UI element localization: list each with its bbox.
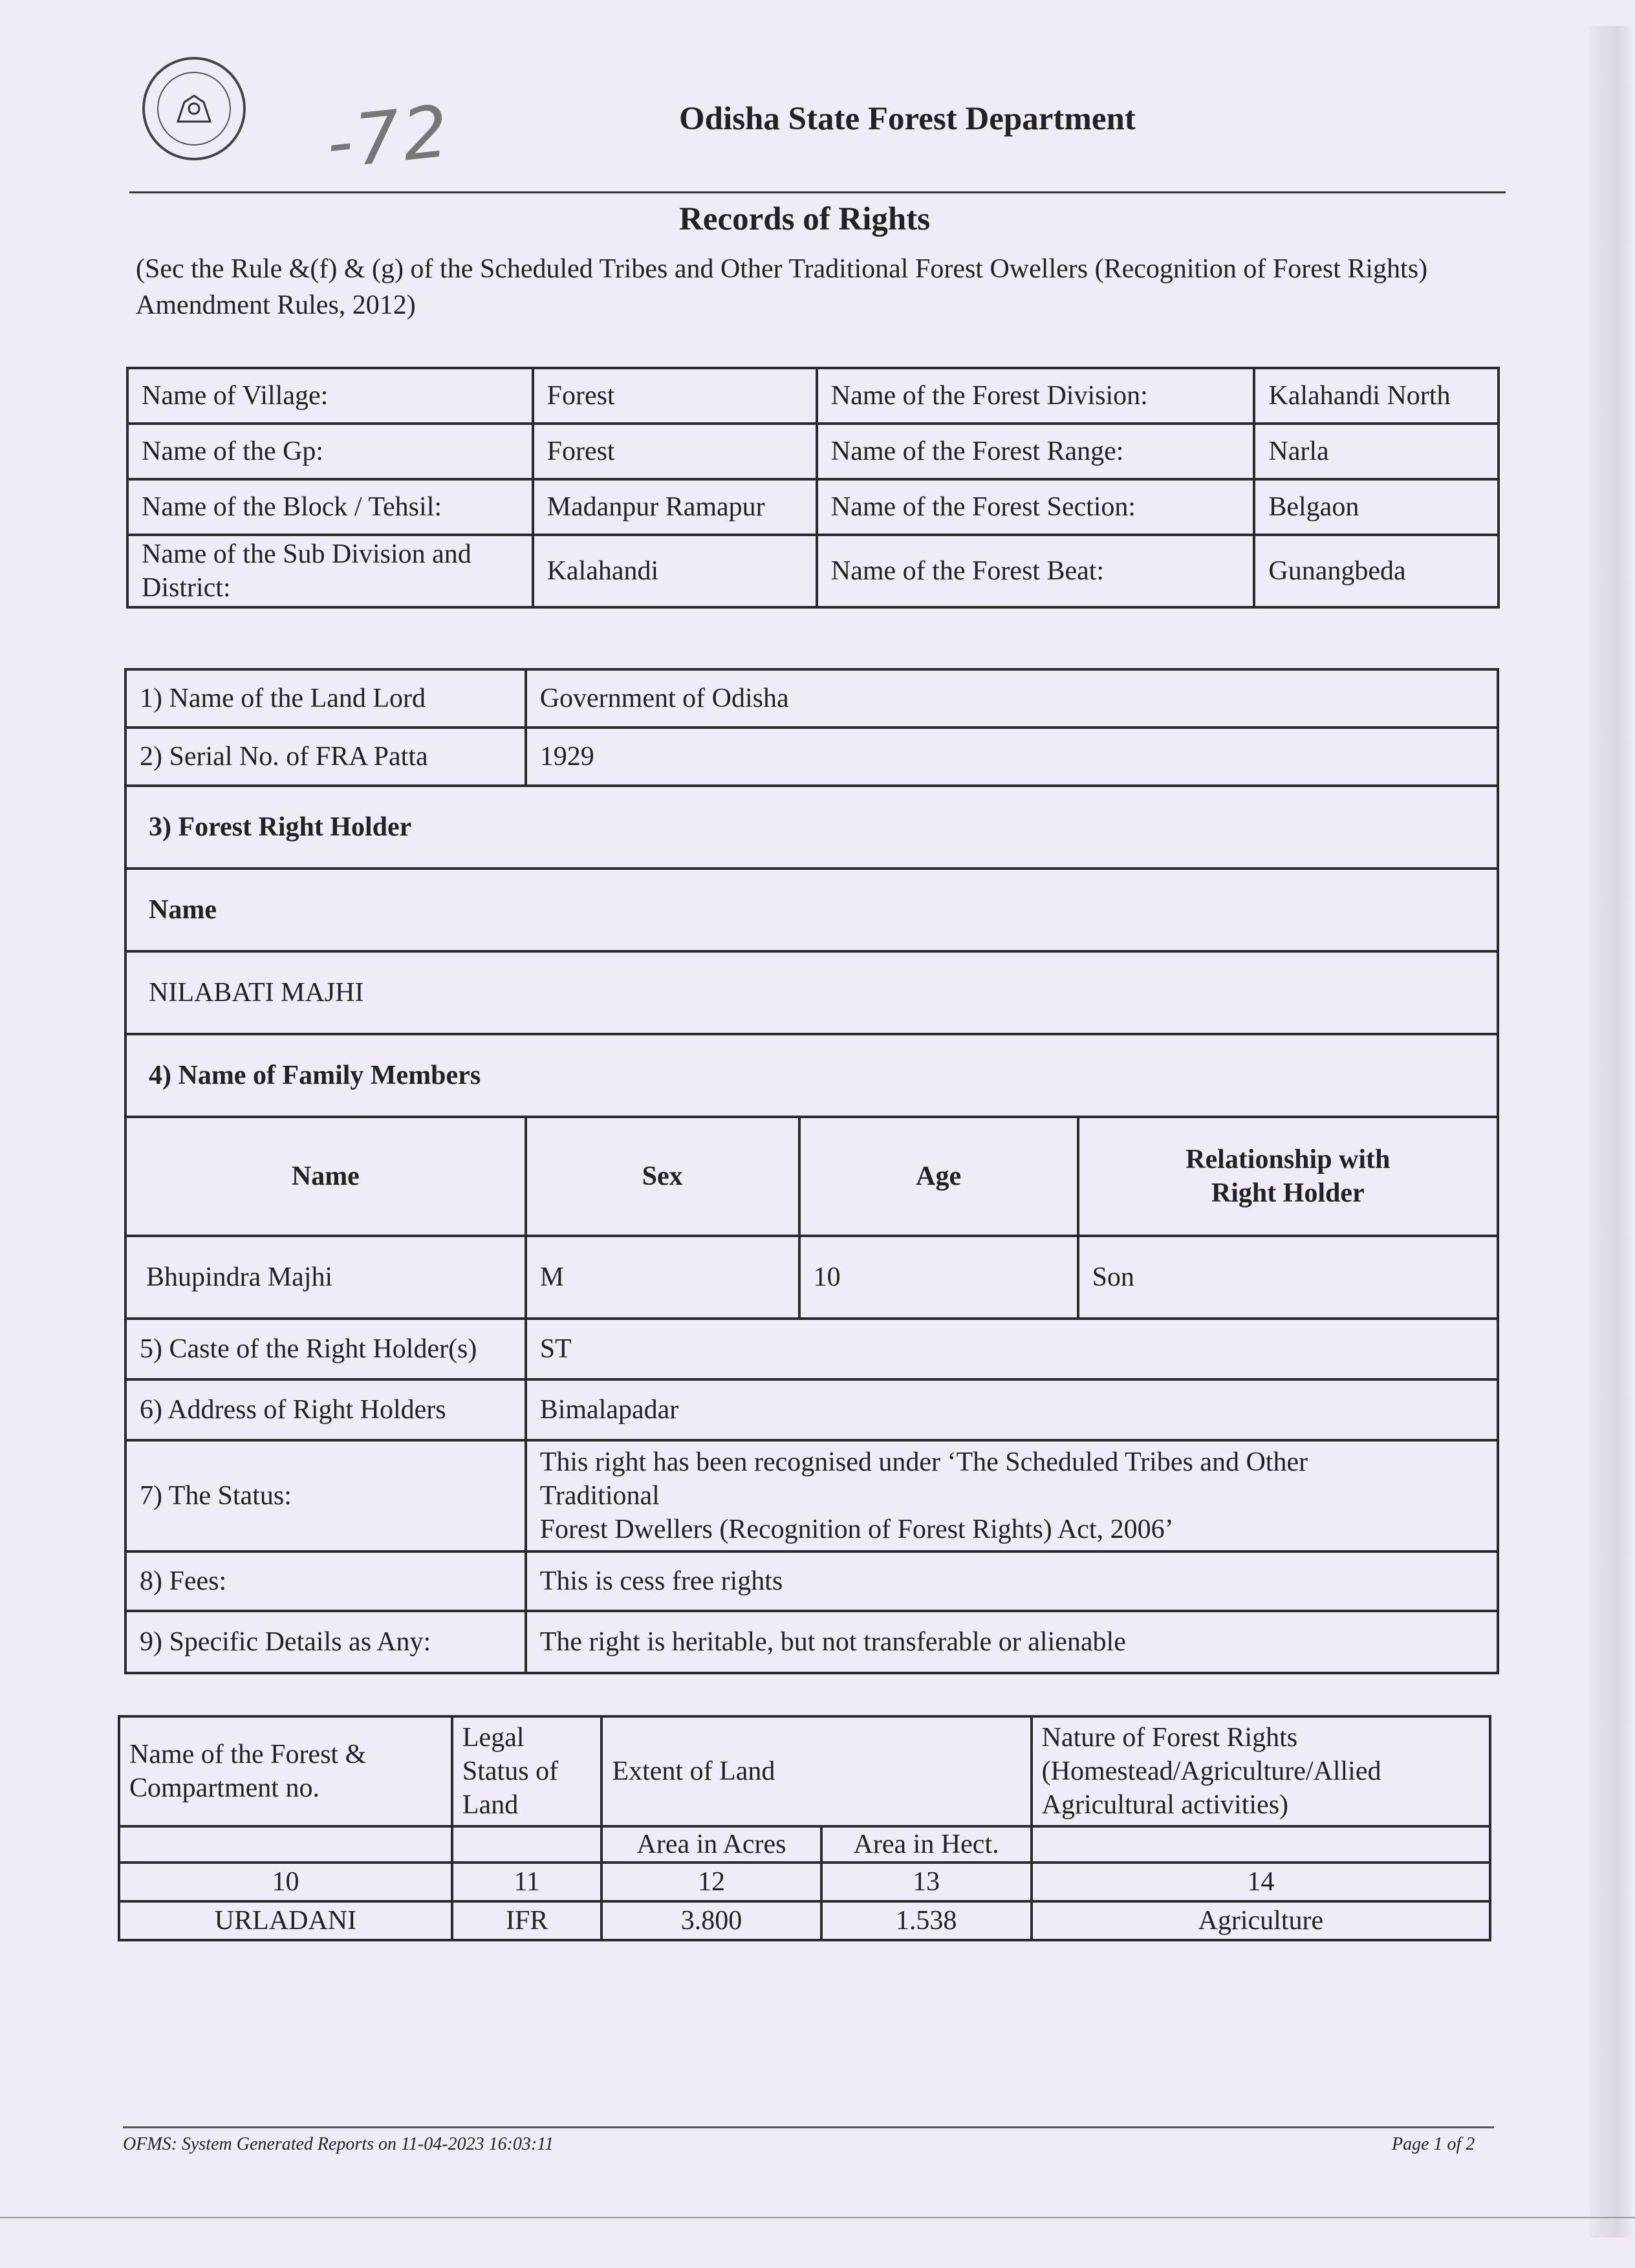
sub-division-value: Kalahandi (533, 535, 817, 607)
table-row (125, 1319, 1498, 1379)
family-member-sex: M (526, 1236, 799, 1319)
status-line: This right has been recognised under ‘The Scheduled Tribes and Other (539, 1447, 1308, 1477)
col-number: 10 (119, 1863, 452, 1901)
document-title: Records of Rights (679, 201, 931, 237)
area-acres: 3.800 (601, 1901, 821, 1940)
page-number: Page 1 of 2 (1392, 2134, 1475, 2154)
handwritten-mark: -72 (322, 89, 455, 185)
bottom-edge-line (0, 2217, 1635, 2218)
family-header-row (125, 1117, 1498, 1236)
status-line: Forest Dwellers (Recognition of Forest Rights) Act, 2006’ (539, 1515, 1174, 1544)
block-value: Madanpur Ramapur (533, 479, 817, 535)
forest-range-label: Name of the Forest Range: (817, 424, 1254, 479)
gp-label: Name of the Gp: (127, 424, 533, 479)
legal-status-header: Legal Status of Land (452, 1716, 602, 1826)
status-line: Traditional (539, 1481, 660, 1511)
land-subheader-row (119, 1826, 1490, 1863)
extent-header: Extent of Land (601, 1716, 1031, 1826)
forest-division-label: Name of the Forest Division: (817, 368, 1254, 424)
fees-label: 8) Fees: (125, 1551, 526, 1611)
family-col-sex: Sex (526, 1117, 799, 1236)
table-row (125, 1236, 1498, 1319)
forest-beat-label: Name of the Forest Beat: (817, 535, 1254, 607)
address-value: Bimalapadar (526, 1379, 1498, 1440)
col-number: 12 (601, 1863, 821, 1901)
empty-cell (119, 1826, 452, 1863)
land-extent-table (118, 1715, 1491, 1941)
caste-value: ST (526, 1319, 1498, 1379)
caste-label: 5) Caste of the Right Holder(s) (125, 1319, 526, 1379)
address-label: 6) Address of Right Holders (125, 1379, 526, 1440)
footer-divider (123, 2126, 1494, 2128)
footer-generated-note: OFMS: System Generated Reports on 11-04-2023 16:03:11 (123, 2134, 554, 2154)
serial-value: 1929 (526, 728, 1498, 786)
block-label: Name of the Block / Tehsil: (127, 479, 533, 535)
family-col-relation: Relationship with Right Holder (1078, 1117, 1498, 1236)
serial-label: 2) Serial No. of FRA Patta (125, 728, 526, 786)
table-row (125, 669, 1498, 728)
holder-name: NILABATI MAJHI (125, 951, 1498, 1034)
village-label: Name of Village: (127, 368, 533, 424)
nature-of-rights: Agriculture (1032, 1901, 1490, 1940)
name-heading: Name (125, 869, 1498, 951)
table-row (125, 1611, 1498, 1673)
forest-beat-value: Gunangbeda (1254, 535, 1499, 607)
family-member-age: 10 (799, 1236, 1078, 1319)
area-acres-header: Area in Acres (601, 1826, 821, 1863)
area-hect-header: Area in Hect. (821, 1826, 1032, 1863)
gp-value: Forest (533, 424, 817, 479)
table-row (125, 869, 1498, 951)
landlord-label: 1) Name of the Land Lord (125, 669, 526, 728)
specific-value: The right is heritable, but not transferable or alienable (526, 1611, 1498, 1673)
odisha-emblem-seal-icon (142, 57, 246, 160)
empty-cell (1032, 1826, 1490, 1863)
table-row (127, 424, 1499, 479)
sub-division-label: Name of the Sub Division and District: (127, 535, 533, 607)
forest-name: URLADANI (119, 1901, 452, 1940)
forest-section-label: Name of the Forest Section: (817, 479, 1254, 535)
header-divider (129, 191, 1506, 193)
department-name: Odisha State Forest Department (679, 101, 1136, 137)
emblem-inner-icon (157, 72, 231, 146)
land-header-row (119, 1716, 1490, 1826)
status-value (526, 1440, 1498, 1551)
table-row (119, 1901, 1490, 1940)
legal-status: IFR (452, 1901, 602, 1940)
table-row (127, 368, 1499, 424)
page-edge-shadow (1590, 26, 1635, 2238)
family-col-name: Name (125, 1117, 526, 1236)
table-row (125, 1440, 1498, 1551)
col-number: 14 (1032, 1863, 1490, 1901)
family-col-age: Age (799, 1117, 1078, 1236)
document-subtitle: (Sec the Rule &(f) & (g) of the Scheduled Tribes and Other Traditional Forest Owellers (Recognition of Forest Rights) Amendment Rules, 2012) (136, 254, 1428, 320)
status-label: 7) The Status: (125, 1440, 526, 1551)
forest-section-value: Belgaon (1254, 479, 1499, 535)
landlord-value: Government of Odisha (526, 669, 1498, 728)
forest-division-value: Kalahandi North (1254, 368, 1499, 424)
family-member-name: Bhupindra Majhi (125, 1236, 526, 1319)
nature-rights-header: Nature of Forest Rights (Homestead/Agriculture/Allied Agricultural activities) (1032, 1716, 1490, 1826)
table-row (127, 535, 1499, 607)
table-row (125, 951, 1498, 1034)
right-holder-table (124, 668, 1499, 1674)
table-row (125, 1034, 1498, 1117)
table-row (125, 786, 1498, 869)
table-row (125, 1379, 1498, 1440)
table-row (125, 728, 1498, 786)
location-table (126, 367, 1500, 609)
family-member-relation: Son (1078, 1236, 1498, 1319)
col-number: 13 (821, 1863, 1032, 1901)
village-value: Forest (533, 368, 817, 424)
table-row (125, 1551, 1498, 1611)
col-number: 11 (452, 1863, 602, 1901)
fees-value: This is cess free rights (526, 1551, 1498, 1611)
empty-cell (452, 1826, 602, 1863)
land-number-row (119, 1863, 1490, 1901)
forest-range-value: Narla (1254, 424, 1499, 479)
area-hect: 1.538 (821, 1901, 1032, 1940)
specific-label: 9) Specific Details as Any: (125, 1611, 526, 1673)
forest-compartment-header: Name of the Forest & Compartment no. (119, 1716, 452, 1826)
holder-heading: 3) Forest Right Holder (125, 786, 1498, 869)
table-row (127, 479, 1499, 535)
family-heading: 4) Name of Family Members (125, 1034, 1498, 1117)
